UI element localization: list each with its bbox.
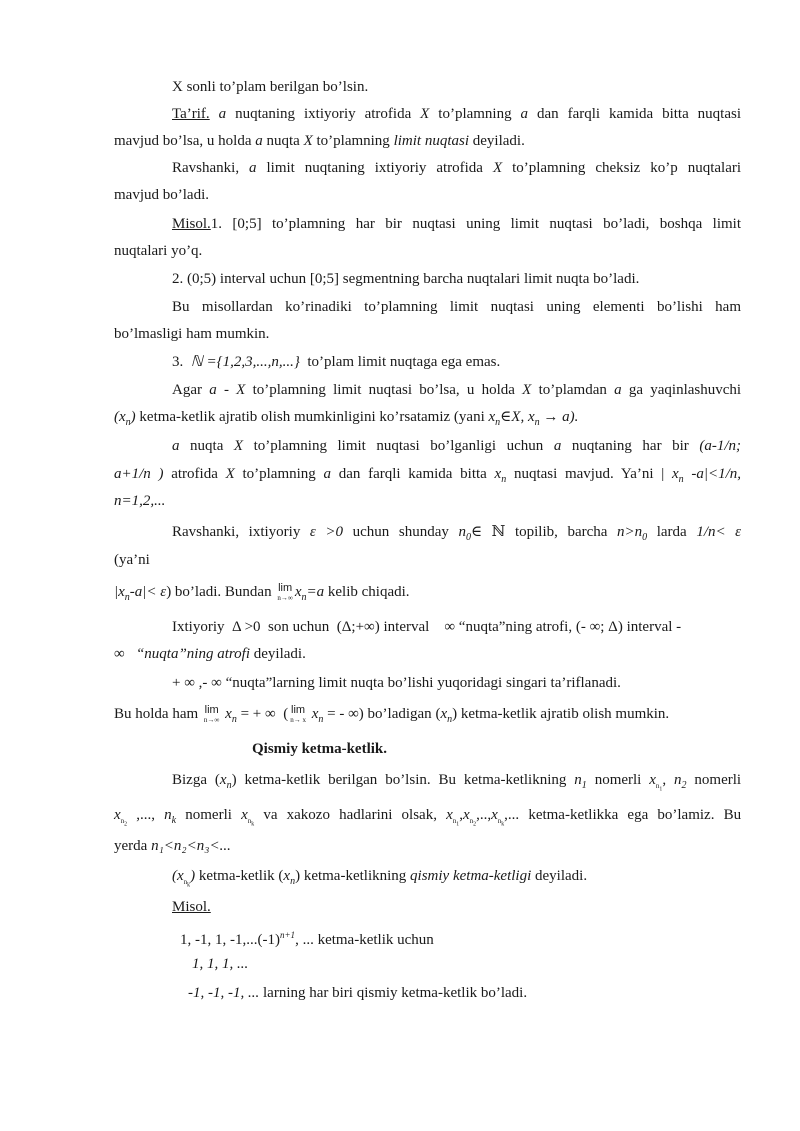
subsequence-line-3: yerda n₁<n₂<n₃<... [114, 838, 231, 854]
infinity-line-3: + ∞ ,- ∞ “nuqta”larning limit nuqta bo’lishi yuqoridagi singari ta’riflanadi. [172, 675, 621, 691]
infinity-line-2: ∞ “nuqta”ning atrofi deyiladi. [114, 646, 306, 662]
term-limit-point: limit nuqtasi [393, 133, 469, 149]
proof-line-1: a nuqta X to’plamning limit nuqtasi bo’lganligi uchun a nuqtaning har bir (a-1/n; [172, 438, 741, 454]
example-3: 3. ℕ ={1,2,3,...,n,...} to’plam limit nuqtaga ega emas. [172, 354, 501, 370]
infinity-line-4: Bu holda ham lim n→∞ $x_n$ = + ∞ ( lim n→ x $x_n$ = - ∞) bo’ladigan $(x_n)$ ketma-ketlik ajratib olish mumkin. [114, 703, 670, 725]
example-label-2: Misol. [172, 899, 211, 915]
epsilon-line-1: Ravshanki, ixtiyoriy ε >0 uchun shunday $n_0\in$ ℕ topilib, barcha $n>n_0$ larda 1/n< ε [172, 524, 742, 543]
section-heading: Qismiy ketma-ketlik. [252, 741, 387, 757]
proof-line-3: n=1,2,... [114, 493, 166, 509]
epsilon-line-3: $|x_n-a|< \varepsilon$) bo’ladi. Bundan lim n→∞ $x_n=a$ kelib chiqadi. [114, 581, 410, 603]
proof-line-2: a+1/n ) atrofida X to’plamning a dan farqli kamida bitta $x_n$ nuqtasi mavjud. Ya’ni | $x_n$ -a|<1/n, [114, 466, 742, 485]
example-subsequence-1: 1, 1, 1, ... [192, 956, 249, 972]
paragraph-intro: X sonli to’plam berilgan bo’lsin. [172, 79, 369, 95]
observation-line-1: Bu misollardan ko’rinadiki to’plamning limit nuqtasi uning elementi bo’lishi ham [172, 299, 741, 315]
term-subsequence: qismiy ketma-ketligi [410, 868, 532, 884]
remark-line-1: Ravshanki, a limit nuqtaning ixtiyoriy atrofida X to’plamning cheksiz ko’p nuqtalari [172, 160, 742, 176]
subsequence-definition: $(x_{n_k})$ ketma-ketlik $(x_n)$ ketma-ketlikning qismiy ketma-ketligi deyiladi. [172, 868, 588, 889]
definition-line-2: mavjud bo’lsa, u holda a nuqta X to’plamning limit nuqtasi deyiladi. [114, 133, 525, 149]
subsequence-line-1: Bizga $(x_n)$ ketma-ketlik berilgan bo’lsin. Bu ketma-ketlikning $n_1$ nomerli $x_{n_1}$, $n_2$ nomerli [172, 772, 742, 793]
epsilon-line-2: (ya’ni [114, 552, 150, 568]
example-sequence: 1, -1, 1, $-1,...(-1)^{n+1}$, ... ketma-ketlik uchun [180, 930, 434, 948]
definition-label: Ta’rif. [172, 106, 210, 122]
remark-line-2: mavjud bo’ladi. [114, 187, 209, 203]
subsequence-line-2: $x_{n_2}$ ,..., $n_k$ nomerli $x_{n_k}$ va xakozo hadlarini olsak, $x_{n_1},x_{n_2},..,x_{n_k}$,... ketma-ketlikka ega bo’lamiz. Bu [114, 807, 742, 828]
example-line-2: nuqtalari yo’q. [114, 243, 203, 259]
infinity-line-1: Ixtiyoriy Δ >0 son uchun (Δ;+∞) interval ∞ “nuqta”ning atrofi, (- ∞; Δ) interval - [172, 619, 682, 635]
example-line-1: Misol.1. [0;5] to’plamning har bir nuqtasi uning limit nuqtasi bo’ladi, boshqa limit [172, 216, 741, 232]
example-label: Misol. [172, 216, 211, 232]
claim-line-1: Agar a - X to’plamning limit nuqtasi bo’lsa, u holda X to’plamdan a ga yaqinlashuvchi [172, 382, 742, 398]
limit-symbol-plus: lim n→∞ [203, 703, 220, 724]
definition-line-1: Ta’rif. a nuqtaning ixtiyoriy atrofida X to’plamning a dan farqli kamida bitta nuqtasi [172, 106, 742, 122]
limit-symbol: lim n→∞ [277, 581, 293, 602]
limit-symbol-minus: lim n→ x [290, 703, 306, 724]
example-subsequence-2: -1, -1, -1, ... larning har biri qismiy ketma-ketlik bo’ladi. [188, 985, 528, 1001]
observation-line-2: bo’lmasligi ham mumkin. [114, 326, 270, 342]
example-2: 2. (0;5) interval uchun [0;5] segmentning barcha nuqtalari limit nuqta bo’ladi. [172, 271, 640, 287]
claim-line-2: $(x_n)$ ketma-ketlik ajratib olish mumkinligini ko’rsatamiz (yani $x_n\in X$, $x_n \to a$). [114, 409, 579, 428]
